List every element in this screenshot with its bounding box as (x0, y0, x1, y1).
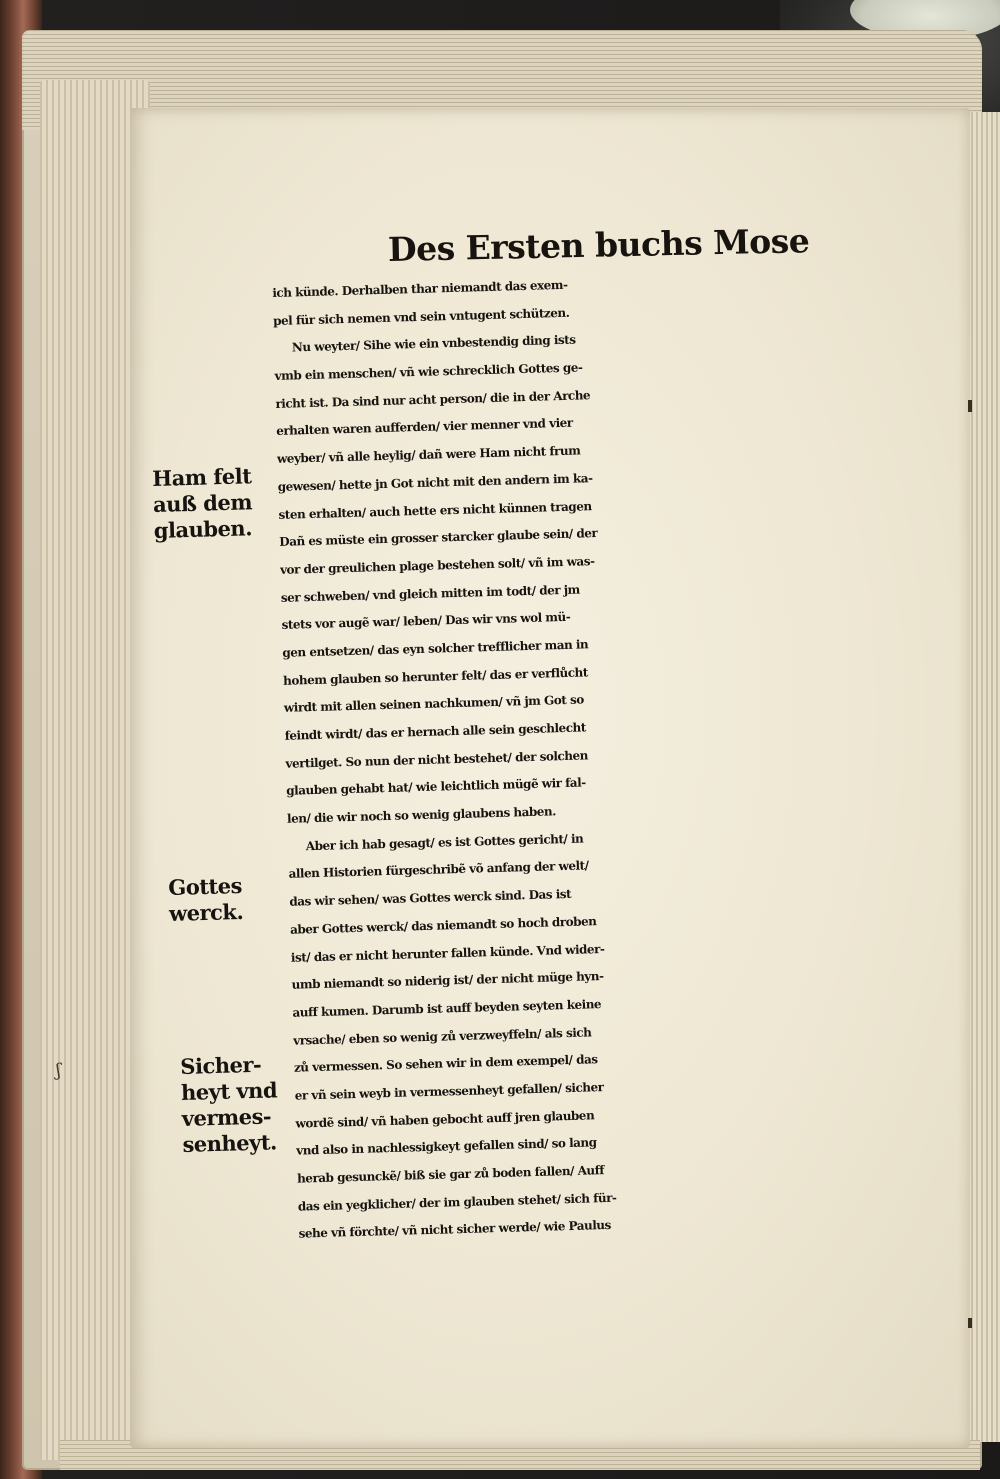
text-line: vor der greulichen plage bestehen solt/ vñ im was- (279, 553, 595, 577)
text-line: glauben gehabt hat/ wie leichtlich mügẽ wir fal- (286, 775, 586, 799)
text-line: vrsache/ eben so wenig zů verzweyffeln/ als sich (293, 1024, 592, 1048)
text-line: sehe vñ förchte/ vñ nicht sicher werde/ wie Paulus (298, 1218, 611, 1242)
text-line: auff kumen. Darumb ist auff beyden seyten keine (292, 996, 602, 1020)
text-line: pel für sich nemen vnd sein vntugent schützen. (272, 305, 570, 328)
text-line: allen Historien fürgeschribẽ võ anfang der welt/ (288, 858, 589, 882)
margin-note-ham (152, 463, 253, 544)
margin-note-line: werck. (168, 898, 244, 926)
text-line: stets vor augẽ war/ leben/ Das wir vns wol mü- (281, 610, 571, 633)
text-line: sten erhalten/ auch hette ers nicht künnen tragen (278, 498, 592, 522)
text-line: gen entsetzen/ das eyn solcher trefflicher man in (282, 637, 589, 660)
margin-note-gottes (168, 873, 244, 927)
text-line: vertilget. So nun der nicht bestehet/ der solchen (285, 748, 589, 771)
text-line: Nu weyter/ Sihe wie ein vnbestendig ding ists (291, 332, 576, 355)
margin-note-sicher (180, 1051, 279, 1158)
text-line: Dañ es müste ein grosser starcker glaube sein/ der (279, 526, 598, 550)
text-line: richt ist. Da sind nur acht person/ die in der Arche (275, 387, 591, 411)
text-line: gewesen/ hette jn Got nicht mit den andern im ka- (277, 470, 593, 494)
running-head: Des Ersten buchs Mose (387, 221, 810, 269)
text-line: zů vermessen. So sehen wir in dem exempel/ das (293, 1052, 598, 1075)
margin-note-line: glauben. (153, 515, 253, 543)
text-line: Aber ich hab gesagt/ es ist Gottes gericht/ in (305, 831, 584, 854)
text-line: wordẽ sind/ vñ haben gebocht auff jren glauben (295, 1107, 595, 1131)
page-mark (968, 1318, 972, 1328)
text-line: hohem glauben so herunter felt/ das er verflůcht (282, 664, 588, 688)
margin-note-line: Ham felt (152, 463, 252, 491)
text-line: umb niemandt so niderig ist/ der nicht müge hyn- (291, 969, 604, 992)
body-text (272, 262, 939, 1249)
text-line: er vñ sein weyb in vermessenheyt gefallen/ sicher (294, 1079, 604, 1103)
text-line: ist/ das er nicht herunter fallen künde. Vnd wider- (290, 941, 605, 965)
text-line: erhalten waren aufferden/ vier menner vnd vier (276, 416, 573, 439)
text-line: feindt wirdt/ das er hernach alle sein geschlecht (284, 720, 586, 743)
margin-note-line: vermes- (181, 1103, 272, 1131)
text-line: ich künde. Derhalben thar niemandt das exem- (272, 277, 568, 300)
text-line: das wir sehen/ was Gottes werck sind. Das ist (289, 887, 572, 909)
page-stack-right-edges (966, 112, 1000, 1442)
edge-glyph: ʃ (56, 1060, 61, 1081)
margin-note-line: senheyt. (182, 1129, 278, 1157)
text-line: vnd also in nachlessigkeyt gefallen sind/ so lang (296, 1135, 597, 1158)
page-mark (968, 400, 972, 412)
text-line: weyber/ vñ alle heylig/ dañ were Ham nicht frum (276, 443, 581, 467)
text-line: aber Gottes werck/ das niemandt so hoch droben (289, 914, 597, 937)
text-line: herab gesunckẽ/ biß sie gar zů boden fallen/ Auff (296, 1163, 605, 1186)
text-line: das ein yegklicher/ der im glauben stehet/ sich für- (297, 1190, 617, 1214)
margin-note-line: Sicher- (180, 1051, 262, 1079)
margin-note-line: heyt vnd (180, 1077, 278, 1105)
text-line: vmb ein menschen/ vñ wie schrecklich Gottes ge- (274, 360, 583, 384)
margin-note-line: auß dem (152, 489, 253, 517)
margin-note-line: Gottes (168, 872, 243, 900)
text-line: wirdt mit allen seinen nachkumen/ vñ jm Got so (283, 692, 584, 716)
text-line: ser schweben/ vnd gleich mitten im todt/ der jm (280, 582, 580, 605)
text-line: len/ die wir noch so wenig glaubens haben. (286, 804, 557, 826)
